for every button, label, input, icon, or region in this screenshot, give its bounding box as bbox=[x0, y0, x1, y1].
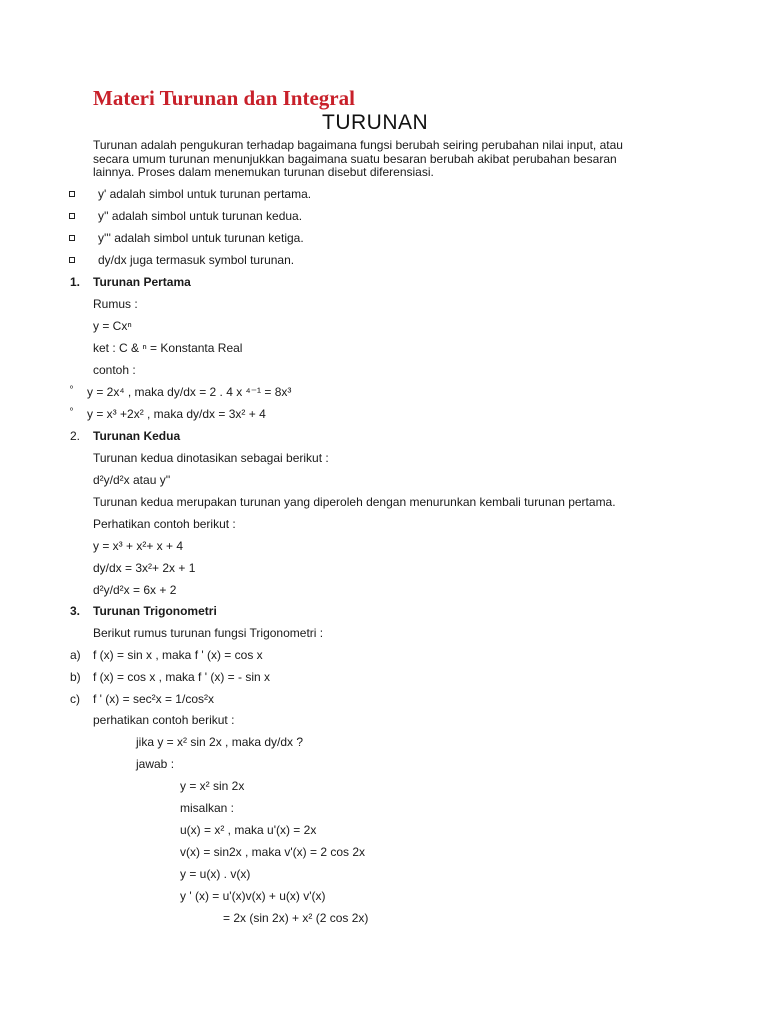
formula-line: d²y/d²x = 6x + 2 bbox=[93, 583, 177, 597]
question-line: jika y = x² sin 2x , maka dy/dx ? bbox=[136, 735, 304, 749]
list-label: a) bbox=[70, 648, 81, 662]
bullet-dot-icon: º bbox=[70, 406, 73, 415]
text-line: Berikut rumus turunan fungsi Trigonometri : bbox=[93, 626, 324, 640]
formula-line: y = Cxⁿ bbox=[93, 319, 132, 333]
solution-step: y = u(x) . v(x) bbox=[180, 867, 251, 881]
example-line: y = 2x⁴ , maka dy/dx = 2 . 4 x ⁴⁻¹ = 8x³ bbox=[87, 385, 292, 399]
list-label: b) bbox=[70, 670, 81, 684]
formula-line: y = x³ + x²+ x + 4 bbox=[93, 539, 184, 553]
list-label: c) bbox=[70, 692, 80, 706]
bullet-dot-icon: º bbox=[70, 384, 73, 393]
solution-step: u(x) = x² , maka u'(x) = 2x bbox=[180, 823, 317, 837]
rumus-label: Rumus : bbox=[93, 297, 138, 311]
solution-step: y = x² sin 2x bbox=[180, 779, 245, 793]
example-line: y = x³ +2x² , maka dy/dx = 3x² + 4 bbox=[87, 407, 266, 421]
text-line: Perhatikan contoh berikut : bbox=[93, 517, 236, 531]
text-line: Turunan kedua dinotasikan sebagai berikut : bbox=[93, 451, 329, 465]
formula-line: f ' (x) = sec²x = 1/cos²x bbox=[93, 692, 214, 706]
bullet-item: dy/dx juga termasuk symbol turunan. bbox=[98, 253, 295, 267]
solution-step: y ' (x) = u'(x)v(x) + u(x) v'(x) bbox=[180, 889, 326, 903]
contoh-label: contoh : bbox=[93, 363, 136, 377]
intro-paragraph bbox=[93, 139, 693, 180]
formula-line: dy/dx = 3x²+ 2x + 1 bbox=[93, 561, 196, 575]
section-number: 3. bbox=[70, 604, 81, 618]
intro-line: lainnya. Proses dalam menemukan turunan disebut diferensiasi. bbox=[93, 165, 434, 179]
intro-line: Turunan adalah pengukuran terhadap bagaimana fungsi berubah seiring perubahan nilai input, atau bbox=[93, 138, 623, 152]
solution-step: v(x) = sin2x , maka v'(x) = 2 cos 2x bbox=[180, 845, 366, 859]
solution-final: = 2x (sin 2x) + x² (2 cos 2x) bbox=[223, 911, 369, 925]
formula-line: f (x) = cos x , maka f ' (x) = - sin x bbox=[93, 670, 270, 684]
section-number: 1. bbox=[70, 275, 81, 289]
bullet-box-icon bbox=[69, 213, 75, 219]
bullet-box-icon bbox=[69, 257, 75, 263]
text-line: d²y/d²x atau y'' bbox=[93, 473, 171, 487]
bullet-item: y''' adalah simbol untuk turunan ketiga. bbox=[98, 231, 304, 245]
section-title-turunan-pertama: Turunan Pertama bbox=[93, 275, 191, 289]
section-number: 2. bbox=[70, 429, 81, 443]
bullet-item: y'' adalah simbol untuk turunan kedua. bbox=[98, 209, 303, 223]
formula-line: f (x) = sin x , maka f ' (x) = cos x bbox=[93, 648, 263, 662]
ket-line: ket : C & ⁿ = Konstanta Real bbox=[93, 341, 243, 355]
section-title-turunan-kedua: Turunan Kedua bbox=[93, 429, 181, 443]
section-heading-turunan: TURUNAN bbox=[322, 111, 429, 134]
text-line: perhatikan contoh berikut : bbox=[93, 713, 235, 727]
text-line: Turunan kedua merupakan turunan yang diperoleh dengan menurunkan kembali turunan pertama. bbox=[93, 495, 616, 509]
bullet-box-icon bbox=[69, 235, 75, 241]
section-title-turunan-trigonometri: Turunan Trigonometri bbox=[93, 604, 217, 618]
jawab-label: jawab : bbox=[136, 757, 175, 771]
bullet-item: y' adalah simbol untuk turunan pertama. bbox=[98, 187, 312, 201]
bullet-box-icon bbox=[69, 191, 75, 197]
document-title: Materi Turunan dan Integral bbox=[93, 86, 355, 110]
intro-line: secara umum turunan menunjukkan bagaimana suatu besaran berubah akibat perubahan besaran bbox=[93, 151, 617, 166]
solution-step: misalkan : bbox=[180, 801, 235, 815]
